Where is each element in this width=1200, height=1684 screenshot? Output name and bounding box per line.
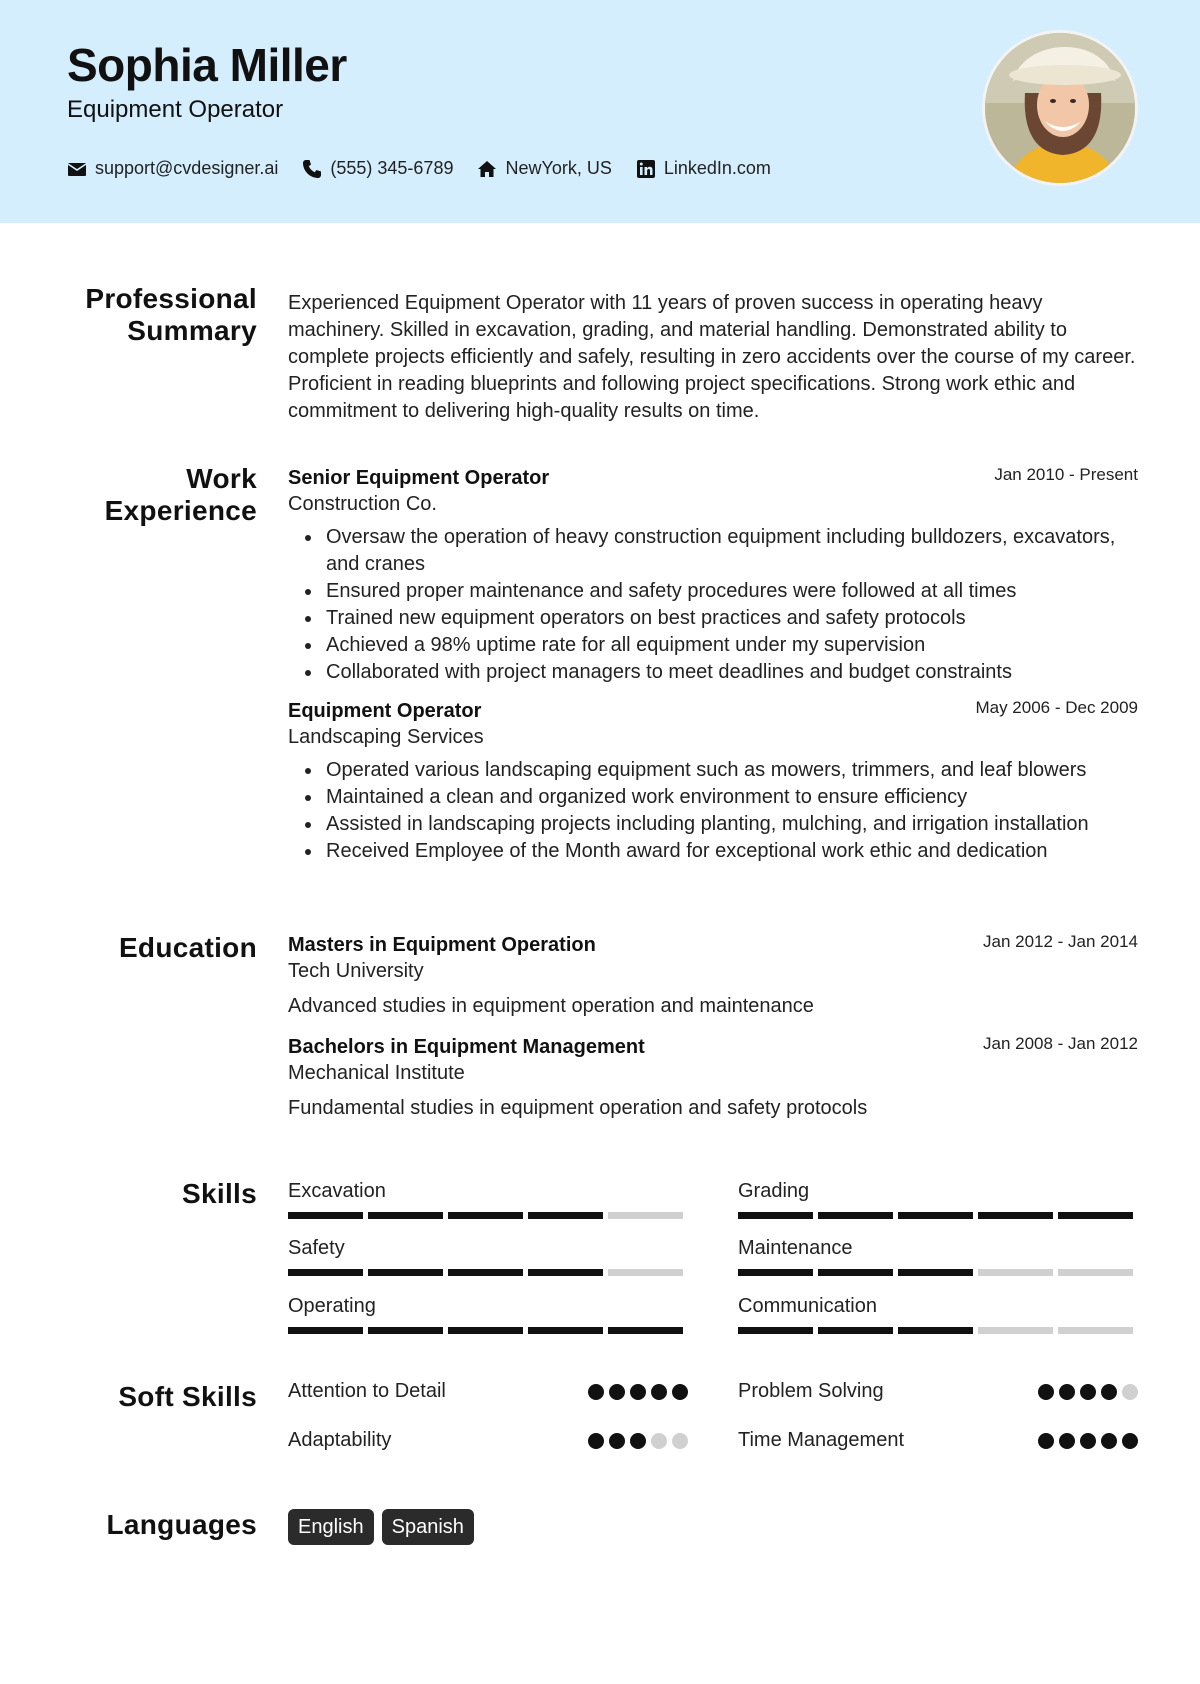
contact-email[interactable] — [67, 158, 278, 179]
soft-skill-item — [288, 1380, 688, 1403]
skill-item — [738, 1293, 1138, 1334]
skill-bar-segment — [738, 1327, 813, 1334]
skill-bar-segment — [288, 1269, 363, 1276]
job-bullet: Oversaw the operation of heavy construction equipment including bulldozers, excavators, and cranes — [288, 524, 1138, 578]
rating-dot — [1101, 1433, 1117, 1449]
soft-skill-item — [738, 1429, 1138, 1452]
language-badge: Spanish — [382, 1509, 474, 1545]
profile-photo — [982, 30, 1138, 186]
candidate-name: Sophia Miller — [67, 39, 347, 91]
education-entry — [288, 932, 1138, 1020]
skill-item — [288, 1235, 688, 1276]
school-name: Tech University — [288, 960, 424, 982]
skill-bar — [288, 1269, 688, 1276]
job-dates: Jan 2010 - Present — [994, 465, 1138, 484]
contact-row — [67, 158, 795, 179]
soft-skill-name: Problem Solving — [738, 1380, 884, 1402]
soft-skill-name: Adaptability — [288, 1429, 392, 1451]
job-title: Equipment Operator — [288, 700, 482, 722]
education-entry — [288, 1034, 1138, 1122]
job-bullets — [288, 757, 1138, 865]
rating-dot — [651, 1384, 667, 1400]
job-bullet: Achieved a 98% uptime rate for all equipment under my supervision — [288, 632, 1138, 659]
skill-name: Grading — [738, 1180, 810, 1202]
school-name: Mechanical Institute — [288, 1062, 465, 1084]
rating-dot — [1059, 1384, 1075, 1400]
languages-heading: Languages — [106, 1509, 257, 1540]
summary-section — [288, 290, 1138, 425]
skill-bar-segment — [738, 1269, 813, 1276]
contact-linkedin[interactable] — [636, 158, 771, 179]
rating-dot — [651, 1433, 667, 1449]
skill-bar-segment — [368, 1327, 443, 1334]
education-description: Fundamental studies in equipment operation and safety protocols — [288, 1097, 868, 1119]
rating-dot — [588, 1384, 604, 1400]
degree-title: Bachelors in Equipment Management — [288, 1036, 645, 1058]
job-bullet: Received Employee of the Month award for exceptional work ethic and dedication — [288, 838, 1138, 865]
phone-icon — [302, 159, 322, 179]
job-bullet: Ensured proper maintenance and safety procedures were followed at all times — [288, 578, 1138, 605]
job-company: Construction Co. — [288, 493, 437, 515]
skill-bar-segment — [368, 1269, 443, 1276]
soft-skill-rating — [1033, 1433, 1138, 1449]
soft-skill-name: Attention to Detail — [288, 1380, 446, 1402]
degree-title: Masters in Equipment Operation — [288, 934, 596, 956]
home-icon — [477, 159, 497, 179]
skills-heading: Skills — [182, 1178, 257, 1209]
skill-name: Communication — [738, 1295, 877, 1317]
skill-name: Maintenance — [738, 1237, 853, 1259]
soft-skill-item — [288, 1429, 688, 1452]
skill-item — [288, 1293, 688, 1334]
skill-bar-segment — [978, 1327, 1053, 1334]
rating-dot — [1080, 1384, 1096, 1400]
job-bullet: Assisted in landscaping projects including planting, mulching, and irrigation installation — [288, 811, 1138, 838]
rating-dot — [1080, 1433, 1096, 1449]
skill-bar-segment — [528, 1212, 603, 1219]
skill-bar-segment — [978, 1212, 1053, 1219]
skill-bar-segment — [448, 1327, 523, 1334]
job-entry — [288, 698, 1138, 865]
job-bullet: Maintained a clean and organized work environment to ensure efficiency — [288, 784, 1138, 811]
skill-bar-segment — [608, 1269, 683, 1276]
skill-bar-segment — [738, 1212, 813, 1219]
skill-bar-segment — [818, 1269, 893, 1276]
skill-name: Operating — [288, 1295, 376, 1317]
job-bullet: Collaborated with project managers to meet deadlines and budget constraints — [288, 659, 1138, 686]
skill-bar-segment — [288, 1327, 363, 1334]
job-dates: May 2006 - Dec 2009 — [975, 698, 1138, 717]
skill-bar-segment — [448, 1269, 523, 1276]
soft-skill-rating — [583, 1384, 688, 1400]
rating-dot — [1101, 1384, 1117, 1400]
rating-dot — [672, 1433, 688, 1449]
skill-bar-segment — [898, 1327, 973, 1334]
soft-skill-name: Time Management — [738, 1429, 904, 1451]
skill-bar-segment — [1058, 1269, 1133, 1276]
contact-location-text: NewYork, US — [505, 158, 612, 178]
job-bullets — [288, 524, 1138, 686]
rating-dot — [672, 1384, 688, 1400]
summary-heading: Professional Summary — [85, 283, 257, 346]
skill-bar-segment — [608, 1212, 683, 1219]
rating-dot — [609, 1433, 625, 1449]
contact-email-text: support@cvdesigner.ai — [95, 158, 279, 178]
skill-bar-segment — [818, 1327, 893, 1334]
education-description: Advanced studies in equipment operation and maintenance — [288, 995, 814, 1017]
experience-section — [288, 465, 1138, 865]
education-section — [288, 932, 1138, 1122]
skill-bar — [288, 1327, 688, 1334]
education-dates: Jan 2008 - Jan 2012 — [982, 1034, 1138, 1053]
experience-heading: Work Experience — [104, 463, 257, 526]
skill-name: Excavation — [288, 1180, 386, 1202]
rating-dot — [609, 1384, 625, 1400]
soft-skill-rating — [583, 1433, 688, 1449]
job-company: Landscaping Services — [288, 726, 484, 748]
skill-name: Safety — [288, 1237, 345, 1259]
rating-dot — [588, 1433, 604, 1449]
skill-bar — [738, 1212, 1138, 1219]
skill-bar — [738, 1327, 1138, 1334]
skill-item — [738, 1235, 1138, 1276]
contact-phone-text: (555) 345-6789 — [330, 158, 454, 178]
language-badge: English — [288, 1509, 374, 1545]
skill-bar — [288, 1212, 688, 1219]
skill-bar-segment — [1058, 1212, 1133, 1219]
soft-skill-rating — [1033, 1384, 1138, 1400]
skill-bar-segment — [898, 1212, 973, 1219]
skill-bar-segment — [528, 1327, 603, 1334]
job-entry — [288, 465, 1138, 686]
soft-skill-item — [738, 1380, 1138, 1403]
summary-text: Experienced Equipment Operator with 11 years of proven success in operating heavy machinery. Skilled in excavation, grading, and material handling. Demonstrated ability to complete projects efficiently and safely, resulting in zero accidents over the course of my career. Proficient in reading blueprints and following project specifications. Strong work ethic and commitment to delivering high-quality results on time. — [288, 292, 1136, 422]
candidate-title: Equipment Operator — [67, 96, 284, 123]
skill-bar-segment — [368, 1212, 443, 1219]
header-banner — [0, 0, 1200, 223]
rating-dot — [630, 1433, 646, 1449]
rating-dot — [1122, 1384, 1138, 1400]
envelope-icon — [67, 159, 87, 179]
linkedin-icon — [636, 159, 656, 179]
skill-bar-segment — [1058, 1327, 1133, 1334]
skill-bar-segment — [448, 1212, 523, 1219]
soft-skills-heading: Soft Skills — [118, 1381, 257, 1412]
education-dates: Jan 2012 - Jan 2014 — [982, 932, 1138, 951]
job-bullet: Trained new equipment operators on best practices and safety protocols — [288, 605, 1138, 632]
rating-dot — [1038, 1384, 1054, 1400]
skill-bar-segment — [898, 1269, 973, 1276]
rating-dot — [1038, 1433, 1054, 1449]
skill-bar-segment — [978, 1269, 1053, 1276]
education-heading: Education — [118, 932, 257, 963]
rating-dot — [1059, 1433, 1075, 1449]
skill-item — [738, 1178, 1138, 1219]
skill-bar — [738, 1269, 1138, 1276]
languages-section — [288, 1509, 1138, 1545]
contact-phone[interactable] — [302, 158, 453, 179]
skill-bar-segment — [288, 1212, 363, 1219]
skill-bar-segment — [608, 1327, 683, 1334]
rating-dot — [630, 1384, 646, 1400]
contact-location[interactable] — [477, 158, 611, 179]
rating-dot — [1122, 1433, 1138, 1449]
skill-bar-segment — [528, 1269, 603, 1276]
job-title: Senior Equipment Operator — [288, 467, 550, 489]
skill-item — [288, 1178, 688, 1219]
job-bullet: Operated various landscaping equipment such as mowers, trimmers, and leaf blowers — [288, 757, 1138, 784]
contact-linkedin-text: LinkedIn.com — [663, 158, 771, 178]
skill-bar-segment — [818, 1212, 893, 1219]
